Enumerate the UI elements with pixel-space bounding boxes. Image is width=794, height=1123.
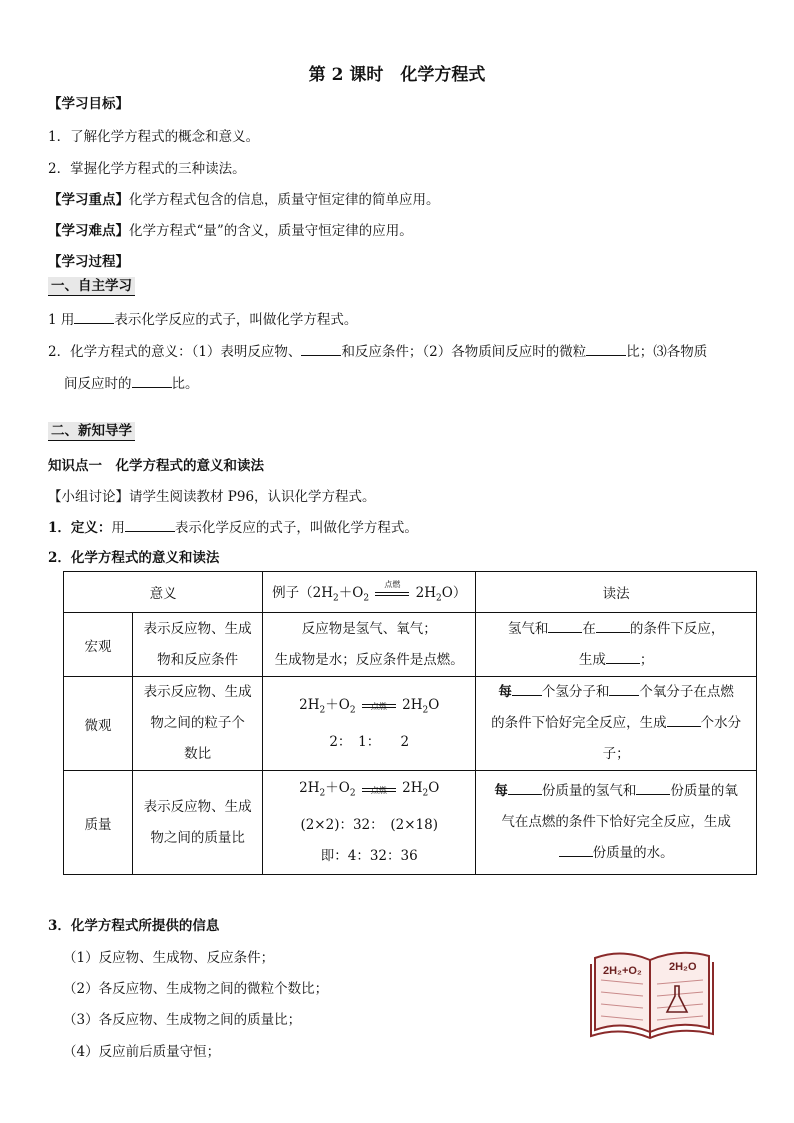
text: 表示反应物、生成: [143, 798, 252, 815]
blank: [559, 844, 593, 857]
text: 份质量的氢气和: [541, 783, 637, 799]
sub: 2: [436, 593, 442, 604]
text: ；: [639, 651, 654, 668]
particle-ratio: 2： 1： 2: [329, 734, 410, 751]
page-title: 第 2 课时 化学方程式: [308, 65, 486, 85]
blank: [609, 683, 639, 696]
row-label-mass: 质量: [64, 771, 133, 875]
condition-label: 点燃: [384, 580, 401, 590]
blank: [596, 620, 630, 633]
mass-ratio-simplified: 即：4：32：36: [320, 847, 418, 864]
section-2-heading: [48, 419, 135, 439]
row-reading: [476, 613, 757, 677]
text: 每: [494, 783, 508, 799]
text: 物之间的粒子个: [150, 715, 245, 731]
blank: [508, 782, 542, 795]
sub: 2: [349, 705, 356, 716]
self-2-text-a: 2．化学方程式的意义：（1）表明反应物、: [48, 344, 302, 360]
info-2: （2）各反应物、生成物之间的微粒个数比；: [63, 981, 329, 997]
book-right-text: 2H₂O: [669, 961, 697, 973]
text: 个水分: [700, 715, 742, 731]
text: 个氧分子在点燃: [639, 684, 734, 700]
section-1-heading: [48, 274, 135, 294]
text: 反应物是氢气、氧气；: [301, 620, 437, 637]
self-study-1: [48, 308, 357, 328]
section-2-label: 二、新知导学: [48, 422, 135, 441]
self-1-text-a: 1 用: [48, 312, 75, 328]
condition-label: 点燃: [370, 702, 387, 712]
text: 的条件下反应，: [629, 620, 725, 637]
difficulty-label: 【学习难点】: [48, 223, 129, 239]
text: 氢气和: [507, 620, 549, 637]
row-meaning: [133, 771, 263, 875]
text: 的条件下恰好完全反应，生成: [491, 715, 667, 731]
blank: [132, 375, 172, 388]
row-label-micro: 微观: [64, 677, 133, 771]
discussion-line: [48, 485, 376, 505]
meaning-table: [63, 571, 757, 875]
mass-ratio: (2×2)：32： (2×18): [300, 816, 439, 833]
hdr-ex-b: ＋O: [338, 584, 364, 601]
row-reading: [476, 771, 757, 875]
text: ＋O: [325, 780, 350, 797]
definition-text-b: 表示化学反应的式子，叫做化学方程式。: [174, 520, 418, 536]
text: 气在点燃的条件下恰好完全反应，生成: [501, 814, 731, 830]
reading-line: [482, 645, 750, 676]
sub: 2: [422, 788, 429, 799]
self-study-2: [48, 340, 707, 360]
table-header-row: [64, 572, 757, 613]
goals-heading: 【学习目标】: [48, 96, 129, 112]
discussion-text: 请学生阅读教材 P96，认识化学方程式。: [129, 489, 376, 505]
self-1-text-b: 表示化学反应的式子，叫做化学方程式。: [114, 312, 358, 328]
reading-line: [482, 614, 750, 645]
open-book-illustration: [587, 940, 717, 1040]
reading-line: [482, 677, 750, 708]
subheading-3: 3．化学方程式所提供的信息: [48, 918, 220, 934]
row-reading: [476, 677, 757, 771]
equation: [269, 689, 469, 727]
header-example: [263, 572, 476, 613]
knowledge-point-1: 知识点一 化学方程式的意义和读法: [48, 458, 264, 474]
reaction-arrow: [375, 580, 409, 598]
definition-text-a: 用: [111, 520, 125, 536]
blank: [301, 343, 341, 356]
difficulty-text: 化学方程式“量”的含义，质量守恒定律的应用。: [129, 223, 413, 239]
text: 物之间的质量比: [150, 829, 245, 846]
condition-label: 点燃: [370, 785, 387, 795]
blank: [667, 714, 701, 727]
sub: 2: [319, 705, 326, 716]
sub: 2: [422, 705, 429, 716]
text: 数比: [184, 746, 212, 762]
text: 每: [498, 684, 512, 700]
info-4: （4）反应前后质量守恒；: [63, 1044, 221, 1060]
row-example: [263, 677, 476, 771]
info-3: （3）各反应物、生成物之间的质量比；: [63, 1012, 302, 1028]
header-reading: 读法: [476, 572, 757, 613]
definition-line: [48, 516, 418, 536]
text: O: [428, 780, 440, 797]
hdr-ex-a: 例子（2H: [272, 584, 333, 601]
table-row: [64, 677, 757, 771]
row-example: [263, 613, 476, 677]
blank: [512, 683, 542, 696]
difficulty-line: [48, 219, 413, 239]
self-2-text-e: 比。: [171, 376, 199, 392]
text: 表示反应物、生成: [143, 684, 252, 700]
key-point-label: 【学习重点】: [48, 192, 129, 208]
table-row: [64, 771, 757, 875]
blank: [548, 620, 582, 633]
text: O: [428, 696, 440, 713]
self-study-2-cont: [64, 372, 199, 392]
blank: [74, 311, 114, 324]
text: 份质量的氧: [670, 783, 738, 799]
sub: 2: [363, 593, 370, 604]
goal-2: 2．掌握化学方程式的三种读法。: [48, 161, 246, 177]
table-row: [64, 613, 757, 677]
text: 表示反应物、生成: [143, 620, 252, 637]
info-1: （1）反应物、生成物、反应条件；: [63, 950, 275, 966]
blank: [125, 519, 175, 532]
reaction-arrow: [362, 700, 396, 710]
key-point-text: 化学方程式包含的信息，质量守恒定律的简单应用。: [129, 192, 440, 208]
self-2-text-c: 比；⑶各物质: [626, 344, 708, 360]
hdr-ex-d: O）: [441, 584, 467, 601]
blank: [586, 343, 626, 356]
hdr-ex-c: 2H: [415, 584, 437, 601]
text: 个氢分子和: [541, 684, 610, 700]
self-2-text-b: 和反应条件；（2）各物质间反应时的微粒: [341, 344, 587, 360]
text: 子；: [602, 746, 630, 762]
reading-line: [482, 776, 750, 807]
process-heading: 【学习过程】: [48, 254, 129, 270]
reaction-arrow: [362, 784, 396, 794]
blank: [606, 651, 640, 664]
subheading-2: 2．化学方程式的意义和读法: [48, 550, 220, 566]
row-meaning: [133, 677, 263, 771]
row-example: [263, 771, 476, 875]
text: 在: [582, 620, 596, 637]
goal-1: 1．了解化学方程式的概念和意义。: [48, 129, 260, 145]
book-left-text: 2H₂+O₂: [603, 965, 642, 977]
reading-line: [482, 838, 750, 869]
text: 生成物是水；反应条件是点燃。: [274, 651, 464, 668]
reading-line: [482, 708, 750, 739]
text: 2H: [299, 696, 320, 713]
text: ＋O: [325, 696, 350, 713]
section-1-label: 一、自主学习: [48, 277, 135, 296]
blank: [636, 782, 670, 795]
text: 物和反应条件: [157, 651, 239, 668]
row-meaning: [133, 613, 263, 677]
text: 生成: [578, 651, 606, 668]
sub: 2: [319, 788, 326, 799]
text: 份质量的水。: [592, 845, 674, 861]
row-label-macro: 宏观: [64, 613, 133, 677]
definition-label: 1．定义：: [48, 520, 112, 536]
sub: 2: [349, 788, 356, 799]
discussion-label: 【小组讨论】: [48, 489, 129, 505]
self-2-text-d: 间反应时的: [64, 376, 132, 392]
text: 2H: [299, 780, 320, 797]
sub: 2: [333, 593, 339, 604]
key-point-line: [48, 188, 440, 208]
text: 2H: [402, 696, 423, 713]
text: 2H: [402, 780, 423, 797]
header-meaning: 意义: [64, 572, 263, 613]
equation: [269, 773, 469, 810]
